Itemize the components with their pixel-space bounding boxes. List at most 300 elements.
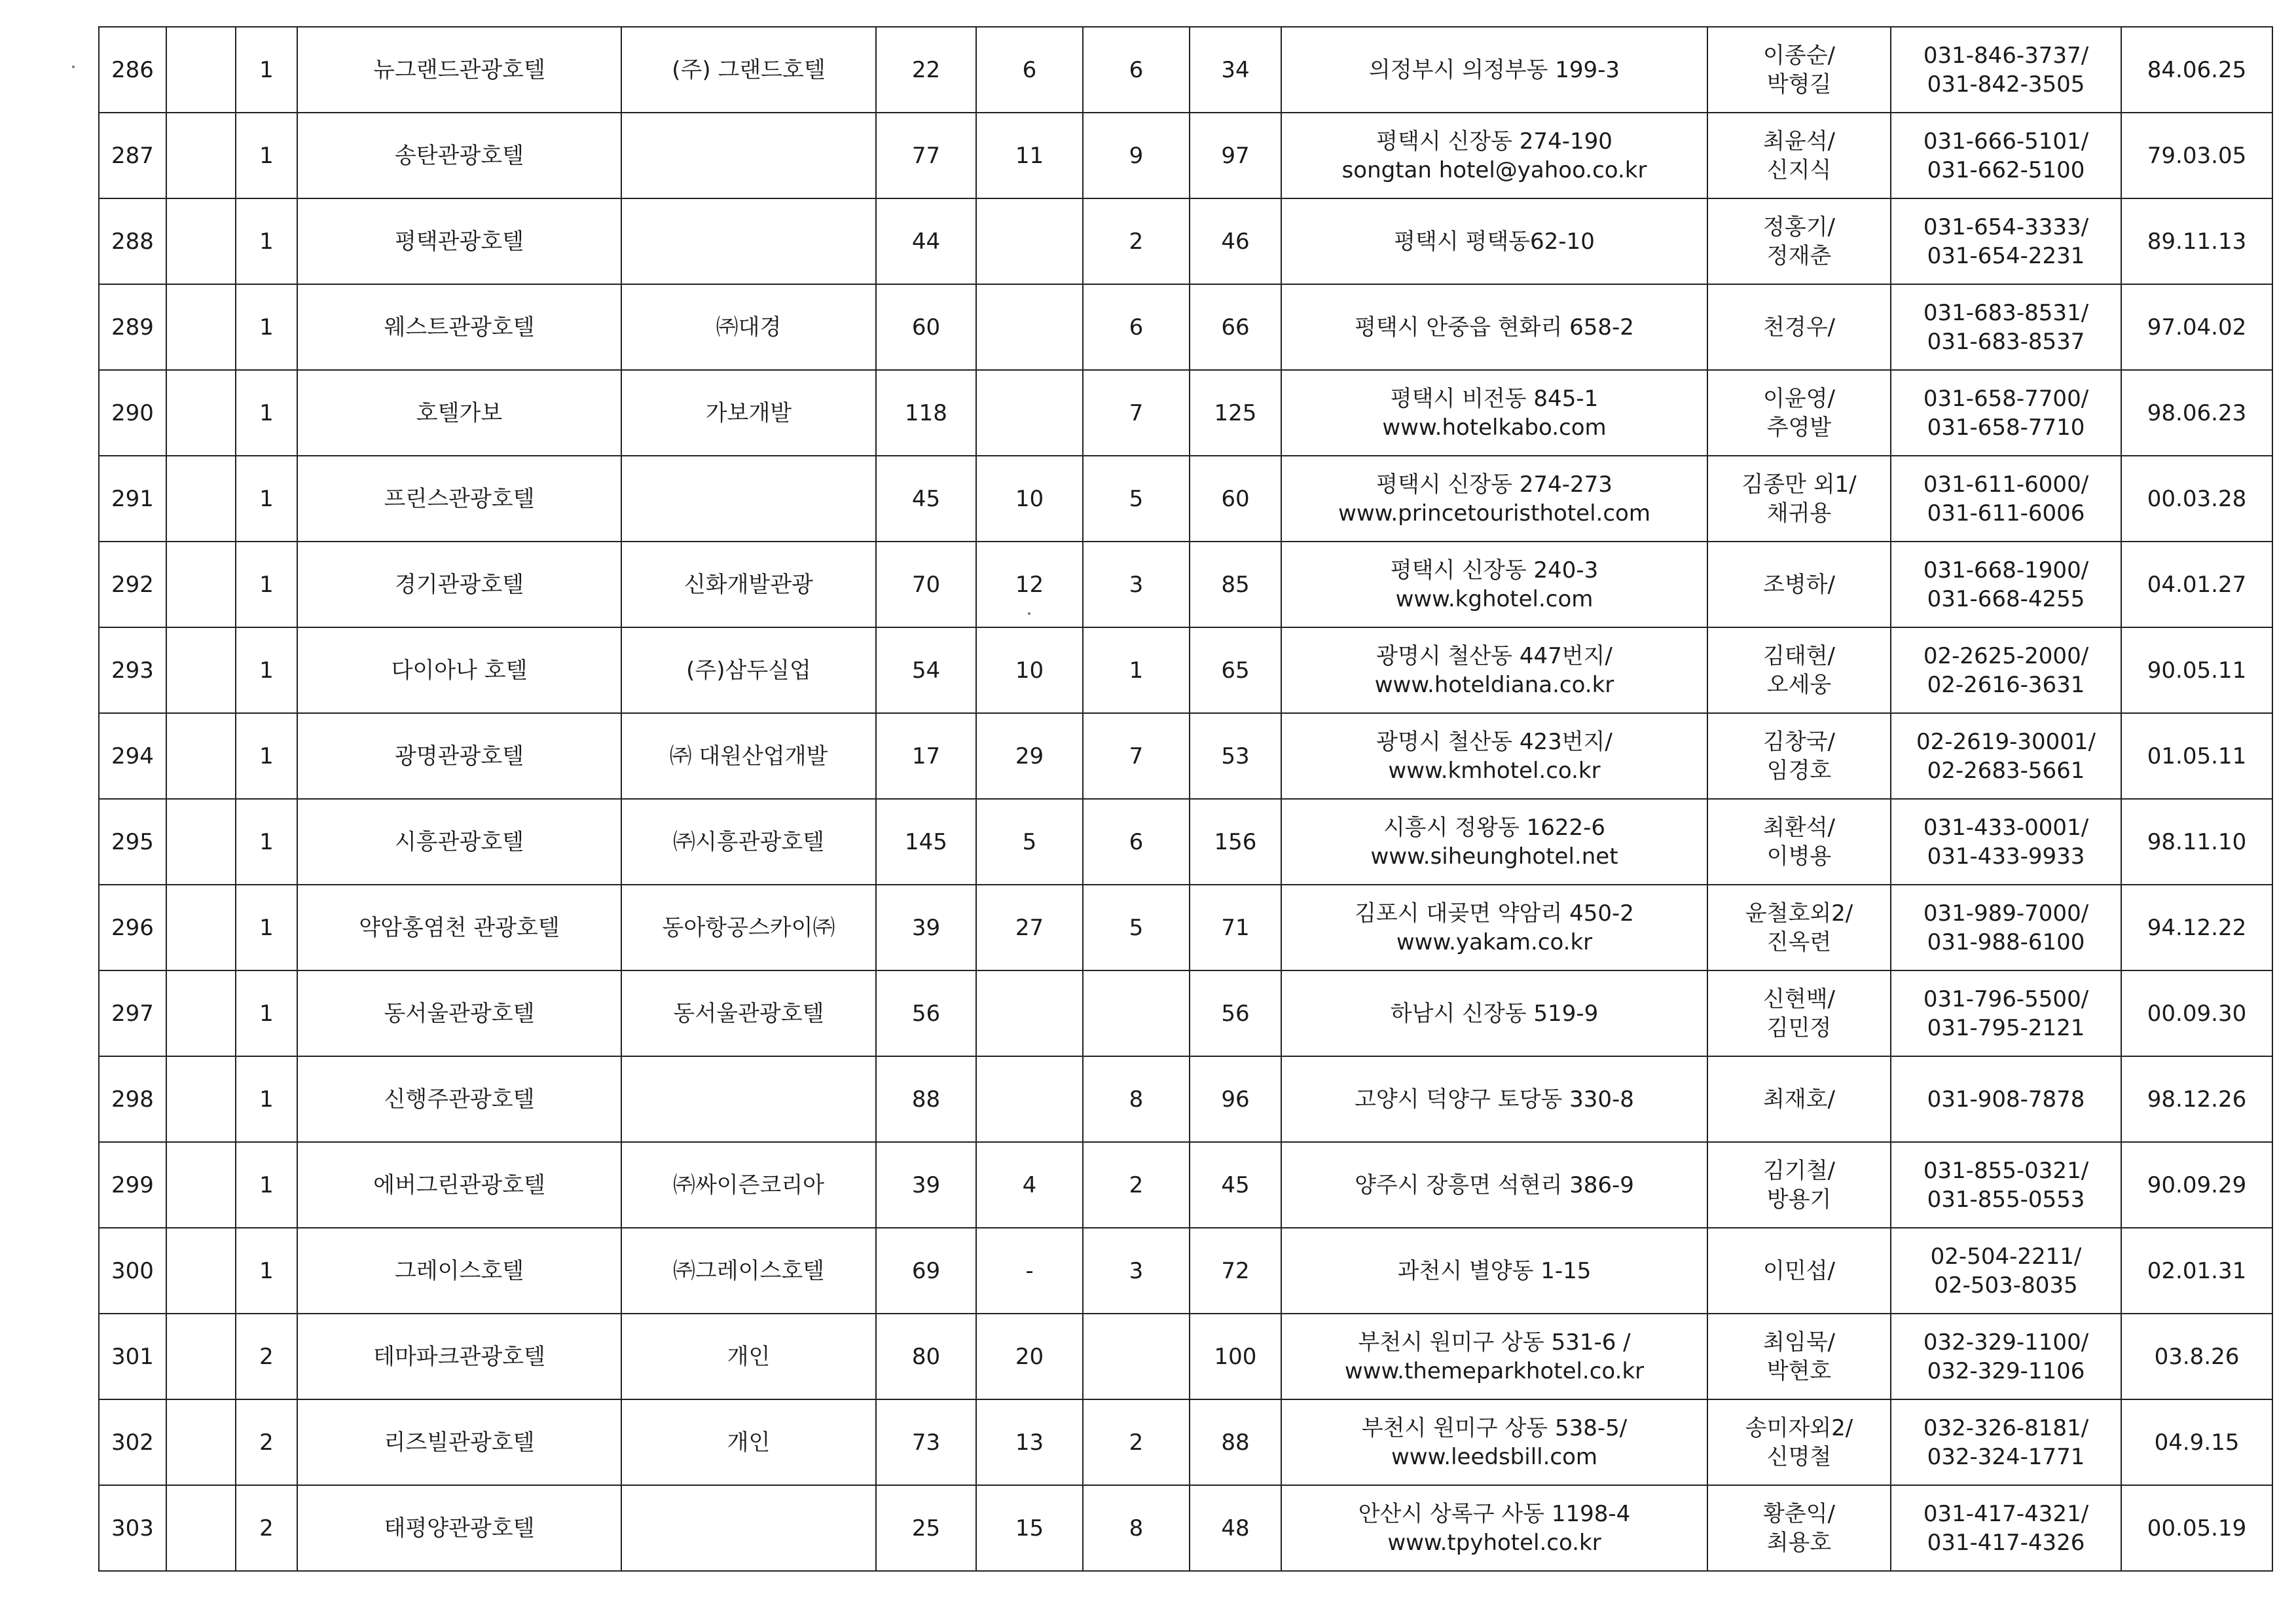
owner-cell: (주)삼두실업 [621, 627, 876, 713]
hotel-name-cell: 시흥관광호텔 [297, 799, 621, 885]
address-web-line: www.yakam.co.kr [1396, 929, 1593, 955]
count-cell-1: 60 [876, 284, 976, 370]
phone-cell [1891, 1228, 2121, 1314]
phone-line-2: 031-842-3505 [1927, 71, 2085, 98]
date-cell: 90.09.29 [2121, 1142, 2272, 1228]
phone-line-1: 031-855-0321/ [1923, 1157, 2089, 1184]
phone-line-1: 031-846-3737/ [1923, 42, 2089, 69]
table-row [99, 113, 2272, 198]
representative-line-2: 박형길 [1766, 71, 1832, 98]
phone-line-1: 02-504-2211/ [1930, 1243, 2082, 1270]
hotel-registry-sheet [98, 26, 2272, 1572]
blank-cell [166, 113, 236, 198]
representative-line-2: 채귀용 [1766, 500, 1832, 526]
hotel-name-cell: 광명관광호텔 [297, 713, 621, 799]
table-row [99, 713, 2272, 799]
total-cell: 66 [1190, 284, 1281, 370]
hotel-name-cell: 호텔가보 [297, 370, 621, 456]
representative-cell [1707, 970, 1891, 1056]
representative-line-1: 정홍기/ [1763, 213, 1835, 240]
grade-cell: 1 [236, 627, 297, 713]
row-number: 294 [99, 713, 166, 799]
representative-cell [1707, 370, 1891, 456]
representative-line-1: 최윤석/ [1763, 128, 1835, 155]
row-number: 287 [99, 113, 166, 198]
count-cell-1: 17 [876, 713, 976, 799]
grade-cell: 1 [236, 284, 297, 370]
hotel-name-cell: 리즈빌관광호텔 [297, 1399, 621, 1485]
representative-cell [1707, 113, 1891, 198]
grade-cell: 1 [236, 456, 297, 542]
address-cell [1281, 799, 1707, 885]
row-number: 295 [99, 799, 166, 885]
count-cell-1: 70 [876, 542, 976, 627]
phone-line-2: 031-658-7710 [1927, 414, 2085, 441]
grade-cell: 1 [236, 799, 297, 885]
table-row [99, 1056, 2272, 1142]
representative-line-2: 진옥련 [1766, 929, 1832, 955]
address-cell [1281, 1056, 1707, 1142]
row-number: 303 [99, 1485, 166, 1571]
count-cell-2: 27 [976, 885, 1083, 970]
count-cell-3: 2 [1083, 1399, 1190, 1485]
phone-line-2: 031-654-2231 [1927, 242, 2085, 269]
grade-cell: 2 [236, 1399, 297, 1485]
blank-cell [166, 542, 236, 627]
date-cell: 90.05.11 [2121, 627, 2272, 713]
date-cell: 00.05.19 [2121, 1485, 2272, 1571]
hotel-name-cell: 태평양관광호텔 [297, 1485, 621, 1571]
phone-cell [1891, 885, 2121, 970]
phone-line-1: 031-796-5500/ [1923, 986, 2089, 1012]
representative-line-1: 김창국/ [1763, 728, 1835, 755]
address-line: 부천시 원미구 상동 531-6 / [1358, 1329, 1631, 1356]
address-cell [1281, 456, 1707, 542]
representative-line-2: 이병용 [1766, 843, 1832, 870]
phone-cell [1891, 627, 2121, 713]
total-cell: 60 [1190, 456, 1281, 542]
phone-line-2: 02-2616-3631 [1927, 671, 2085, 698]
table-row [99, 1228, 2272, 1314]
representative-cell [1707, 1314, 1891, 1399]
count-cell-1: 118 [876, 370, 976, 456]
hotel-name-cell: 뉴그랜드관광호텔 [297, 27, 621, 113]
table-row [99, 799, 2272, 885]
phone-cell [1891, 284, 2121, 370]
representative-cell [1707, 27, 1891, 113]
phone-line-1: 031-417-4321/ [1923, 1500, 2089, 1527]
count-cell-2 [976, 370, 1083, 456]
representative-line-1: 최환석/ [1763, 814, 1835, 841]
representative-line-1: 김태현/ [1763, 642, 1835, 669]
owner-cell: ㈜ 대원산업개발 [621, 713, 876, 799]
table-row [99, 1399, 2272, 1485]
hotel-name-cell: 송탄관광호텔 [297, 113, 621, 198]
row-number: 289 [99, 284, 166, 370]
address-cell [1281, 627, 1707, 713]
hotel-name-cell: 다이아나 호텔 [297, 627, 621, 713]
table-row [99, 970, 2272, 1056]
table-row [99, 1485, 2272, 1571]
representative-cell [1707, 885, 1891, 970]
blank-cell [166, 713, 236, 799]
phone-line-1: 031-654-3333/ [1923, 213, 2089, 240]
phone-line-1: 031-683-8531/ [1923, 299, 2089, 326]
owner-cell: 가보개발 [621, 370, 876, 456]
count-cell-2 [976, 1056, 1083, 1142]
representative-line-1: 천경우/ [1763, 314, 1835, 341]
address-cell [1281, 713, 1707, 799]
hotel-name-cell: 테마파크관광호텔 [297, 1314, 621, 1399]
count-cell-2 [976, 198, 1083, 284]
phone-cell [1891, 370, 2121, 456]
row-number: 291 [99, 456, 166, 542]
count-cell-3: 6 [1083, 799, 1190, 885]
total-cell: 46 [1190, 198, 1281, 284]
owner-cell: (주) 그랜드호텔 [621, 27, 876, 113]
count-cell-1: 22 [876, 27, 976, 113]
phone-line-1: 031-908-7878 [1927, 1086, 2085, 1113]
hotel-name-cell: 평택관광호텔 [297, 198, 621, 284]
phone-line-2: 031-417-4326 [1927, 1529, 2085, 1556]
address-cell [1281, 113, 1707, 198]
representative-cell [1707, 1485, 1891, 1571]
row-number: 292 [99, 542, 166, 627]
count-cell-3: 6 [1083, 27, 1190, 113]
phone-line-1: 02-2625-2000/ [1923, 642, 2089, 669]
representative-cell [1707, 198, 1891, 284]
phone-line-2: 031-433-9933 [1927, 843, 2085, 870]
representative-line-2: 임경호 [1766, 757, 1832, 784]
blank-cell [166, 370, 236, 456]
representative-line-2: 방용기 [1766, 1186, 1832, 1213]
count-cell-3: 7 [1083, 370, 1190, 456]
row-number: 286 [99, 27, 166, 113]
grade-cell: 1 [236, 885, 297, 970]
phone-cell [1891, 970, 2121, 1056]
table-row [99, 885, 2272, 970]
date-cell: 98.11.10 [2121, 799, 2272, 885]
total-cell: 71 [1190, 885, 1281, 970]
grade-cell: 1 [236, 198, 297, 284]
table-row [99, 27, 2272, 113]
date-cell: 97.04.02 [2121, 284, 2272, 370]
table-row [99, 1142, 2272, 1228]
count-cell-2: 4 [976, 1142, 1083, 1228]
representative-line-2: 박현호 [1766, 1357, 1832, 1384]
hotel-name-cell: 약암홍염천 관광호텔 [297, 885, 621, 970]
representative-cell [1707, 1142, 1891, 1228]
representative-line-1: 이종순/ [1763, 42, 1835, 69]
address-cell [1281, 284, 1707, 370]
phone-line-2: 031-795-2121 [1927, 1014, 2085, 1041]
owner-cell: ㈜그레이스호텔 [621, 1228, 876, 1314]
representative-cell [1707, 1399, 1891, 1485]
address-cell [1281, 198, 1707, 284]
table-row [99, 627, 2272, 713]
grade-cell: 1 [236, 713, 297, 799]
owner-cell: 동아항공스카이㈜ [621, 885, 876, 970]
phone-cell [1891, 456, 2121, 542]
representative-line-2: 오세웅 [1766, 671, 1832, 698]
total-cell: 65 [1190, 627, 1281, 713]
address-line: 시흥시 정왕동 1622-6 [1383, 814, 1606, 841]
count-cell-3 [1083, 1314, 1190, 1399]
representative-cell [1707, 713, 1891, 799]
representative-cell [1707, 456, 1891, 542]
total-cell: 34 [1190, 27, 1281, 113]
grade-cell: 1 [236, 370, 297, 456]
count-cell-1: 145 [876, 799, 976, 885]
count-cell-3: 1 [1083, 627, 1190, 713]
count-cell-3: 8 [1083, 1056, 1190, 1142]
owner-cell [621, 113, 876, 198]
hotel-name-cell: 에버그린관광호텔 [297, 1142, 621, 1228]
representative-line-1: 김기철/ [1763, 1157, 1835, 1184]
count-cell-2: 13 [976, 1399, 1083, 1485]
phone-cell [1891, 198, 2121, 284]
count-cell-3 [1083, 970, 1190, 1056]
representative-cell [1707, 1056, 1891, 1142]
representative-line-1: 신현백/ [1763, 986, 1835, 1012]
address-web-line: www.kghotel.com [1395, 585, 1594, 612]
total-cell: 48 [1190, 1485, 1281, 1571]
count-cell-1: 44 [876, 198, 976, 284]
address-cell [1281, 885, 1707, 970]
hotel-name-cell: 그레이스호텔 [297, 1228, 621, 1314]
row-number: 290 [99, 370, 166, 456]
hotel-registry-table [98, 26, 2273, 1572]
address-cell [1281, 27, 1707, 113]
count-cell-1: 56 [876, 970, 976, 1056]
table-row [99, 198, 2272, 284]
date-cell: 84.06.25 [2121, 27, 2272, 113]
row-number: 302 [99, 1399, 166, 1485]
table-row [99, 370, 2272, 456]
phone-cell [1891, 799, 2121, 885]
phone-line-1: 031-668-1900/ [1923, 557, 2089, 583]
blank-cell [166, 799, 236, 885]
count-cell-1: 25 [876, 1485, 976, 1571]
total-cell: 100 [1190, 1314, 1281, 1399]
blank-cell [166, 198, 236, 284]
phone-line-2: 031-855-0553 [1927, 1186, 2085, 1213]
representative-line-1: 송미자외2/ [1745, 1414, 1853, 1441]
representative-line-2: 정재춘 [1766, 242, 1832, 269]
phone-line-2: 031-683-8537 [1927, 328, 2085, 355]
row-number: 293 [99, 627, 166, 713]
address-line: 하남시 신장동 519-9 [1390, 1000, 1599, 1027]
date-cell: 00.09.30 [2121, 970, 2272, 1056]
count-cell-2: 20 [976, 1314, 1083, 1399]
blank-cell [166, 456, 236, 542]
address-line: 평택시 신장동 274-273 [1376, 471, 1613, 498]
count-cell-2: 5 [976, 799, 1083, 885]
blank-cell [166, 970, 236, 1056]
blank-cell [166, 284, 236, 370]
phone-line-1: 02-2619-30001/ [1916, 728, 2096, 755]
row-number: 300 [99, 1228, 166, 1314]
representative-cell [1707, 1228, 1891, 1314]
blank-cell [166, 1228, 236, 1314]
address-cell [1281, 542, 1707, 627]
phone-line-1: 031-433-0001/ [1923, 814, 2089, 841]
hotel-name-cell: 웨스트관광호텔 [297, 284, 621, 370]
representative-line-1: 최재호/ [1763, 1086, 1835, 1113]
grade-cell: 1 [236, 542, 297, 627]
hotel-name-cell: 동서울관광호텔 [297, 970, 621, 1056]
address-cell [1281, 1314, 1707, 1399]
hotel-name-cell: 프린스관광호텔 [297, 456, 621, 542]
count-cell-2 [976, 970, 1083, 1056]
representative-line-2: 신명철 [1766, 1443, 1832, 1470]
blank-cell [166, 1056, 236, 1142]
date-cell: 03.8.26 [2121, 1314, 2272, 1399]
representative-line-1: 윤철호외2/ [1745, 900, 1853, 927]
count-cell-2: 10 [976, 627, 1083, 713]
date-cell: 01.05.11 [2121, 713, 2272, 799]
representative-line-1: 김종만 외1/ [1741, 471, 1857, 498]
count-cell-2 [976, 284, 1083, 370]
address-line: 평택시 안중읍 현화리 658-2 [1355, 314, 1634, 341]
count-cell-1: 39 [876, 1142, 976, 1228]
owner-cell: 동서울관광호텔 [621, 970, 876, 1056]
address-cell [1281, 1399, 1707, 1485]
date-cell: 98.06.23 [2121, 370, 2272, 456]
date-cell: 79.03.05 [2121, 113, 2272, 198]
phone-line-2: 031-611-6006 [1927, 500, 2085, 526]
representative-line-2: 최용호 [1766, 1529, 1832, 1556]
address-line: 양주시 장흥면 석현리 386-9 [1355, 1172, 1634, 1198]
blank-cell [166, 885, 236, 970]
phone-line-1: 031-666-5101/ [1923, 128, 2089, 155]
blank-cell [166, 1314, 236, 1399]
total-cell: 125 [1190, 370, 1281, 456]
address-line: 안산시 상록구 사동 1198-4 [1358, 1500, 1631, 1527]
address-line: 평택시 신장동 240-3 [1390, 557, 1599, 583]
blank-cell [166, 1399, 236, 1485]
address-web-line: www.hoteldiana.co.kr [1374, 671, 1614, 698]
phone-line-1: 032-329-1100/ [1923, 1329, 2089, 1356]
date-cell: 98.12.26 [2121, 1056, 2272, 1142]
hotel-name-cell: 신행주관광호텔 [297, 1056, 621, 1142]
blank-cell [166, 627, 236, 713]
address-web-line: www.kmhotel.co.kr [1388, 757, 1601, 784]
address-web-line: www.tpyhotel.co.kr [1387, 1529, 1601, 1556]
count-cell-1: 73 [876, 1399, 976, 1485]
address-line: 평택시 신장동 274-190 [1376, 128, 1613, 155]
total-cell: 96 [1190, 1056, 1281, 1142]
row-number: 288 [99, 198, 166, 284]
address-line: 부천시 원미구 상동 538-5/ [1361, 1414, 1628, 1441]
total-cell: 88 [1190, 1399, 1281, 1485]
table-row [99, 1314, 2272, 1399]
row-number: 298 [99, 1056, 166, 1142]
count-cell-2: - [976, 1228, 1083, 1314]
date-cell: 04.01.27 [2121, 542, 2272, 627]
count-cell-2: 6 [976, 27, 1083, 113]
representative-cell [1707, 627, 1891, 713]
table-row [99, 284, 2272, 370]
phone-cell [1891, 1056, 2121, 1142]
row-number: 299 [99, 1142, 166, 1228]
count-cell-1: 88 [876, 1056, 976, 1142]
count-cell-1: 39 [876, 885, 976, 970]
grade-cell: 1 [236, 970, 297, 1056]
blank-cell [166, 1485, 236, 1571]
row-number: 296 [99, 885, 166, 970]
phone-cell [1891, 713, 2121, 799]
representative-cell [1707, 284, 1891, 370]
total-cell: 72 [1190, 1228, 1281, 1314]
count-cell-3: 2 [1083, 198, 1190, 284]
representative-line-1: 황춘익/ [1763, 1500, 1835, 1527]
count-cell-2: 12 [976, 542, 1083, 627]
phone-cell [1891, 113, 2121, 198]
count-cell-3: 5 [1083, 456, 1190, 542]
address-web-line: www.leedsbill.com [1391, 1443, 1598, 1470]
phone-line-2: 031-668-4255 [1927, 585, 2085, 612]
phone-cell [1891, 27, 2121, 113]
phone-cell [1891, 542, 2121, 627]
row-number: 297 [99, 970, 166, 1056]
phone-line-1: 031-658-7700/ [1923, 385, 2089, 412]
table-row [99, 456, 2272, 542]
address-line: 과천시 별양동 1-15 [1397, 1257, 1592, 1284]
phone-line-2: 032-329-1106 [1927, 1357, 2085, 1384]
date-cell: 00.03.28 [2121, 456, 2272, 542]
count-cell-2: 10 [976, 456, 1083, 542]
grade-cell: 1 [236, 1228, 297, 1314]
address-line: 광명시 철산동 447번지/ [1376, 642, 1613, 669]
address-web-line: www.hotelkabo.com [1382, 414, 1607, 441]
address-line: 평택시 비전동 845-1 [1390, 385, 1599, 412]
phone-line-1: 032-326-8181/ [1923, 1414, 2089, 1441]
representative-line-1: 최임묵/ [1763, 1329, 1835, 1356]
count-cell-2: 15 [976, 1485, 1083, 1571]
address-line: 고양시 덕양구 토당동 330-8 [1355, 1086, 1634, 1113]
total-cell: 97 [1190, 113, 1281, 198]
phone-line-1: 031-989-7000/ [1923, 900, 2089, 927]
representative-cell [1707, 799, 1891, 885]
grade-cell: 1 [236, 1056, 297, 1142]
grade-cell: 2 [236, 1314, 297, 1399]
scan-speck [72, 65, 75, 68]
phone-line-2: 02-2683-5661 [1927, 757, 2085, 784]
representative-line-2: 신지식 [1766, 157, 1832, 183]
total-cell: 45 [1190, 1142, 1281, 1228]
date-cell: 04.9.15 [2121, 1399, 2272, 1485]
address-line: 평택시 평택동62-10 [1394, 228, 1595, 255]
phone-line-2: 032-324-1771 [1927, 1443, 2085, 1470]
owner-cell: 개인 [621, 1399, 876, 1485]
count-cell-3: 6 [1083, 284, 1190, 370]
owner-cell [621, 198, 876, 284]
table-row [99, 542, 2272, 627]
count-cell-1: 45 [876, 456, 976, 542]
count-cell-3: 9 [1083, 113, 1190, 198]
row-number: 301 [99, 1314, 166, 1399]
count-cell-3: 3 [1083, 1228, 1190, 1314]
date-cell: 02.01.31 [2121, 1228, 2272, 1314]
count-cell-2: 11 [976, 113, 1083, 198]
owner-cell [621, 1056, 876, 1142]
grade-cell: 1 [236, 113, 297, 198]
representative-line-1: 이민섭/ [1763, 1257, 1835, 1284]
phone-line-1: 031-611-6000/ [1923, 471, 2089, 498]
owner-cell: ㈜대경 [621, 284, 876, 370]
phone-line-2: 031-662-5100 [1927, 157, 2085, 183]
